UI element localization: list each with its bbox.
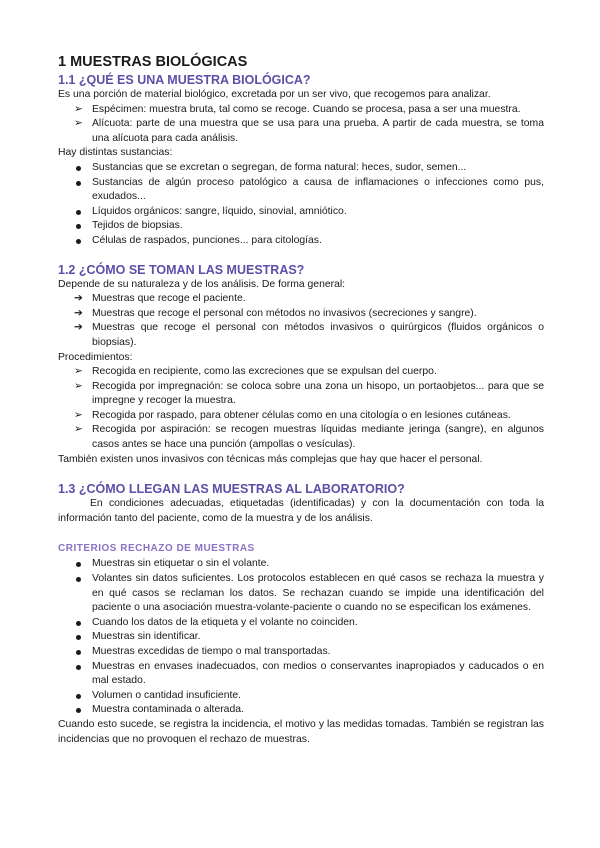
procedures-label: Procedimientos: [58, 351, 133, 363]
arrowhead-bullet-icon: ➢ [74, 424, 83, 436]
list-item: Muestras sin identificar. [58, 630, 544, 645]
criteria-heading: CRITERIOS RECHAZO DE MUESTRAS [58, 543, 255, 555]
list-item: Sustancias de algún proceso patológico a causa de inflamaciones o infecciones como pus, exudados... [58, 176, 544, 205]
arrowhead-bullet-icon: ➢ [74, 380, 83, 392]
bullet-icon [76, 665, 81, 670]
procedures-list [58, 365, 544, 453]
document-page [58, 53, 544, 747]
list-item: Muestras en envases inadecuados, con medios o conservantes inapropiados y caducados o en mal estado. [58, 660, 544, 689]
bullet-icon [76, 239, 81, 244]
substances-list [58, 161, 544, 249]
list-item: ➔ Muestras que recoge el personal con métodos no invasivos (secreciones y sangre). [58, 307, 544, 322]
bullet-icon [76, 562, 81, 567]
list-item: ➢ Recogida en recipiente, como las excreciones que se expulsan del cuerpo. [58, 365, 544, 380]
arrow-bullet-icon: ➔ [74, 307, 83, 319]
list-item: Muestra contaminada o alterada. [58, 703, 544, 718]
section-1-intro: Es una porción de material biológico, excretada por un ser vivo, que recogemos para analizar. [58, 89, 491, 100]
list-item: Volantes sin datos suficientes. Los protocolos establecen en qué casos se rechaza la muestra y en qué casos se reclaman los datos. Se rechazan cuando se impide una identificación del paciente o una asociación muestra-volante-paciente o cuando no se especifican los exámenes. [58, 572, 544, 616]
bullet-icon [76, 224, 81, 229]
bullet-icon [76, 181, 81, 186]
arrow-bullet-icon: ➔ [74, 293, 83, 305]
section-3-intro: En condiciones adecuadas, etiquetadas (identificadas) y con la documentación con toda la información tanto del paciente, como de la muestra y de los análisis. [58, 498, 544, 524]
arrowhead-bullet-icon: ➢ [74, 366, 83, 378]
list-item: Cuando los datos de la etiqueta y el volante no coinciden. [58, 616, 544, 631]
substances-intro: Hay distintas sustancias: [58, 147, 173, 159]
section-3-closing: Cuando esto sucede, se registra la incidencia, el motivo y las medidas tomadas. También se registran las incidencias que no provoquen el rechazo de muestras. [58, 718, 544, 745]
list-item: ➢ Recogida por aspiración: se recogen muestras líquidas mediante jeringa (sangre), en algunos casos antes se hace una punción (ampollas o vesículas). [74, 424, 544, 451]
sample-types-list [58, 292, 544, 350]
bullet-icon [76, 210, 81, 215]
definitions-list [58, 103, 544, 147]
bullet-icon [76, 621, 81, 626]
list-item: Células de raspados, punciones... para citologías. [58, 234, 544, 249]
list-item: ➢ Recogida por raspado, para obtener células como en una citología o en lesiones cutáneas. [58, 409, 544, 424]
arrow-bullet-icon: ➔ [74, 322, 83, 334]
section-1-heading: 1.1 ¿QUÉ ES UNA MUESTRA BIOLÓGICA? [58, 73, 311, 87]
list-item: Tejidos de biopsias. [58, 219, 544, 234]
bullet-icon [76, 708, 81, 713]
arrowhead-bullet-icon: ➢ [74, 409, 83, 421]
bullet-icon [76, 694, 81, 699]
section-2-closing: También existen unos invasivos con técnicas más complejas que hay que hacer el personal. [58, 453, 483, 465]
bullet-icon [76, 635, 81, 640]
section-2-intro: Depende de su naturaleza y de los análisis. De forma general: [58, 278, 346, 290]
bullet-icon [76, 650, 81, 655]
list-item: Líquidos orgánicos: sangre, líquido, sinovial, amniótico. [58, 205, 544, 220]
section-2-heading: 1.2 ¿CÓMO SE TOMAN LAS MUESTRAS? [58, 262, 305, 277]
arrowhead-bullet-icon: ➢ [74, 103, 83, 115]
list-item: Sustancias que se excretan o segregan, de forma natural: heces, sudor, semen... [58, 161, 544, 176]
arrowhead-bullet-icon: ➢ [74, 118, 83, 130]
list-item: ➢ Espécimen: muestra bruta, tal como se recoge. Cuando se procesa, pasa a ser una muestra. [58, 103, 544, 118]
list-item: ➔ Muestras que recoge el paciente. [58, 292, 544, 307]
document-title: 1 MUESTRAS BIOLÓGICAS [58, 54, 248, 70]
bullet-icon [76, 577, 81, 582]
list-item: Muestras sin etiquetar o sin el volante. [58, 557, 544, 572]
list-item: ➔ Muestras que recoge el personal con métodos invasivos o quirúrgicos (fluidos orgánicos o biopsias). [74, 322, 544, 348]
list-item: ➢ Alícuota: parte de una muestra que se usa para una prueba. A partir de cada muestra, se toma una alícuota para cada análisis. [74, 118, 544, 144]
section-3-heading: 1.3 ¿CÓMO LLEGAN LAS MUESTRAS AL LABORATORIO? [58, 482, 405, 497]
criteria-list [58, 557, 544, 718]
list-item: Muestras excedidas de tiempo o mal transportadas. [58, 645, 544, 660]
list-item: Volumen o cantidad insuficiente. [58, 689, 544, 704]
bullet-icon [76, 166, 81, 171]
list-item: ➢ Recogida por impregnación: se coloca sobre una zona un hisopo, un portaobjetos... para que se impregne y recoger la muestra. [74, 380, 544, 407]
